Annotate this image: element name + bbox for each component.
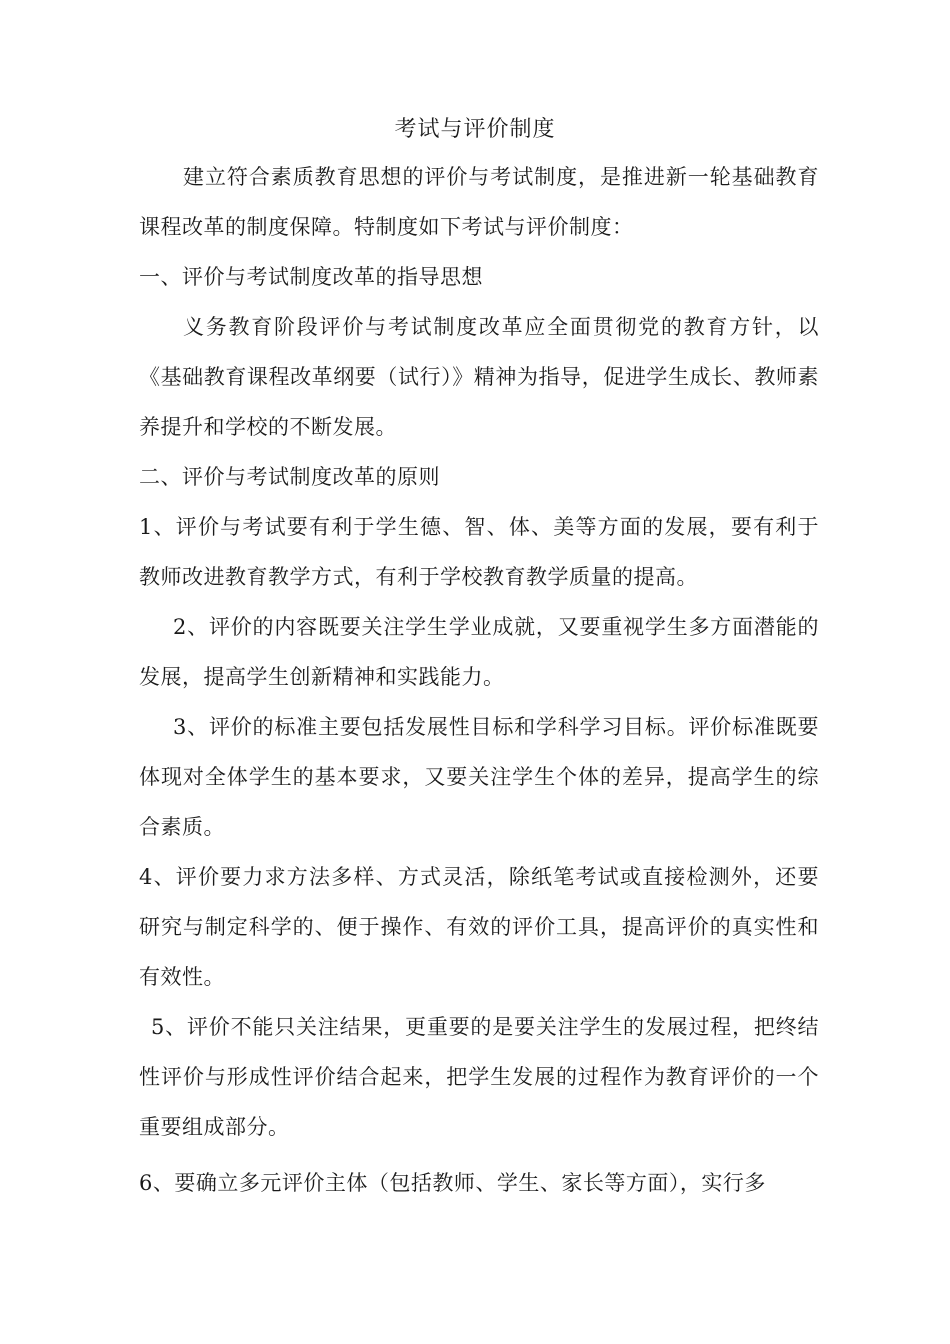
principle-item-3: 3、评价的标准主要包括发展性目标和学科学习目标。评价标准既要体现对全体学生的基本要求，又要关注学生个体的差异，提高学生的综合素质。 [139,715,819,839]
principle-item-1: 1、评价与考试要有利于学生德、智、体、美等方面的发展，要有利于教师改进教育教学方式，有利于学校教育教学质量的提高。 [139,515,819,589]
document-body [139,152,819,1208]
principle-item-2: 2、评价的内容既要关注学生学业成就，又要重视学生多方面潜能的发展，提高学生创新精神和实践能力。 [139,615,819,689]
intro-paragraph: 建立符合素质教育思想的评价与考试制度，是推进新一轮基础教育课程改革的制度保障。特制度如下考试与评价制度： [139,165,819,239]
section-heading-principles: 二、评价与考试制度改革的原则 [139,465,440,489]
principle-item-4: 4、评价要力求方法多样、方式灵活，除纸笔考试或直接检测外，还要研究与制定科学的、便于操作、有效的评价工具，提高评价的真实性和有效性。 [139,865,819,989]
principle-item-5: 5、评价不能只关注结果，更重要的是要关注学生的发展过程，把终结性评价与形成性评价结合起来，把学生发展的过程作为教育评价的一个重要组成部分。 [139,1015,819,1139]
section-heading-guiding-principle: 一、评价与考试制度改革的指导思想 [139,265,483,289]
document-title: 考试与评价制度 [394,117,556,142]
guiding-paragraph: 义务教育阶段评价与考试制度改革应全面贯彻党的教育方针，以《基础教育课程改革纲要（试行）》精神为指导，促进学生成长、教师素养提升和学校的不断发展。 [139,315,819,439]
principle-item-6: 6、要确立多元评价主体（包括教师、学生、家长等方面），实行多 [139,1171,766,1195]
